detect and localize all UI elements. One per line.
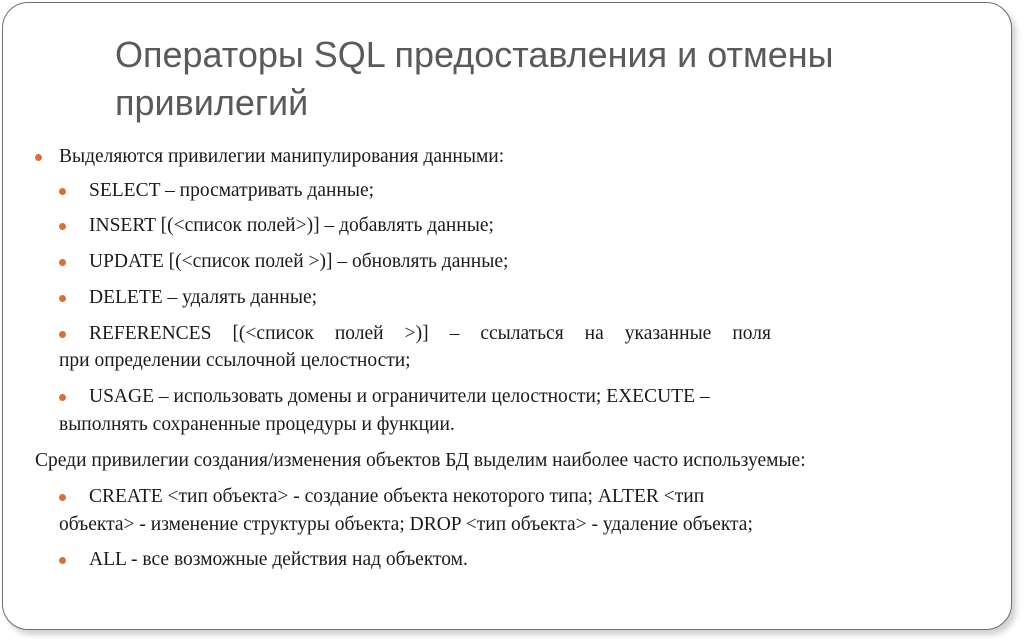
item-text: SELECT – просматривать данные; (89, 180, 375, 201)
item-text: Выделяются привилегии манипулирования данными: (59, 146, 505, 167)
slide-title: Операторы SQL предоставления и отмены привилегий (115, 34, 834, 123)
slide-frame (2, 2, 1012, 630)
item-text: CREATE <тип объекта> - создание объекта некоторого типа; ALTER <тип (89, 486, 705, 507)
paragraph: Среди привилегии создания/изменения объектов БД выделим наиболее часто используемые: (35, 450, 806, 471)
item-continuation: объекта> - изменение структуры объекта; DROP <тип объекта> - удаление объекта; (59, 514, 753, 535)
item-text: INSERT [(<список полей>)] – добавлять данные; (89, 215, 494, 236)
bullet-icon (59, 295, 66, 302)
item-text: ALL - все возможные действия над объектом. (89, 549, 468, 570)
item-text: UPDATE [(<список полей >)] – обновлять данные; (89, 251, 509, 272)
bullet-icon (59, 331, 66, 338)
bullet-icon (59, 394, 66, 401)
bullet-icon (59, 259, 66, 266)
bullet-icon (35, 154, 42, 161)
item-continuation: при определении ссылочной целостности; (59, 350, 411, 371)
item-text: USAGE – использовать домены и ограничители целостности; EXECUTE – (89, 386, 710, 407)
bullet-icon (59, 494, 66, 501)
item-text: REFERENCES [(<список полей >)] – ссылаться на указанные поля (89, 323, 771, 344)
item-text: DELETE – удалять данные; (89, 287, 318, 308)
bullet-icon (59, 188, 66, 195)
bullet-icon (59, 557, 66, 564)
item-continuation: выполнять сохраненные процедуры и функции. (59, 414, 455, 435)
bullet-icon (59, 223, 66, 230)
